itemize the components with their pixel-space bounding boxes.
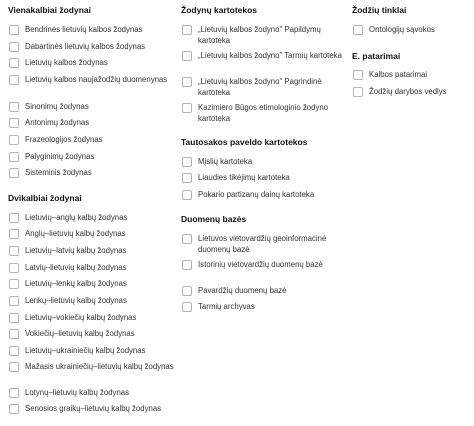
checkbox[interactable] <box>182 25 192 35</box>
checkbox-label: „Lietuvių kalbos žodyno" Papildymų kartoteka <box>198 25 321 45</box>
checkbox[interactable] <box>9 404 19 414</box>
checkbox[interactable] <box>182 157 192 167</box>
checkbox-label: Pokario partizanų dainų kartoteka <box>198 190 315 199</box>
checkbox-label: Vokiečių–lietuvių kalbų žodynas <box>25 329 135 338</box>
checkbox[interactable] <box>182 302 192 312</box>
checkbox-label: Lietuvių–anglų kalbų žodynas <box>25 213 128 222</box>
checkbox-label: Pavardžių duomenų bazė <box>198 286 287 295</box>
checkbox-label: Lietuvių–lenkų kalbų žodynas <box>25 279 127 288</box>
checkbox[interactable] <box>9 118 19 128</box>
group-title-duomenu: Duomenų bazės <box>181 214 247 224</box>
group-title-tinklai: Žodžių tinklai <box>352 5 407 15</box>
checkbox-label: Bendrinės lietuvių kalbos žodynas <box>25 25 143 34</box>
checkbox-label: Lietuvių kalbos naujažodžių duomenynas <box>25 75 168 84</box>
checkbox-label: Senosios graikų–lietuvių kalbų žodynas <box>25 404 162 413</box>
checkbox-label: „Lietuvių kalbos žodyno" Pagrindinė kartoteka <box>198 77 322 97</box>
checkbox[interactable] <box>9 58 19 68</box>
group-title-patarimai: E. patarimai <box>352 51 401 61</box>
checkbox-label: Latvių–lietuvių kalbų žodynas <box>25 263 127 272</box>
checkbox-label: Kazimiero Būgos etimologinio žodyno kartoteka <box>198 103 329 123</box>
checkbox[interactable] <box>9 329 19 339</box>
checkbox[interactable] <box>353 70 363 80</box>
checkbox[interactable] <box>9 346 19 356</box>
checkbox[interactable] <box>182 190 192 200</box>
checkbox[interactable] <box>9 25 19 35</box>
checkbox[interactable] <box>182 51 192 61</box>
group-title-vienakalbiai: Vienakalbiai žodynai <box>8 5 91 15</box>
checkbox[interactable] <box>182 286 192 296</box>
checkbox[interactable] <box>182 173 192 183</box>
checkbox[interactable] <box>9 152 19 162</box>
checkbox-label: Mažasis ukrainiečių–lietuvių kalbų žodynas <box>25 362 174 371</box>
checkbox[interactable] <box>9 229 19 239</box>
checkbox[interactable] <box>9 263 19 273</box>
checkbox-label: Lietuvių kalbos žodynas <box>25 58 108 67</box>
checkbox-label: Istorinių vietovardžių duomenų bazė <box>198 260 323 269</box>
checkbox-label: Lietuvių–vokiečių kalbų žodynas <box>25 313 137 322</box>
checkbox-label: Lietuvos vietovardžių geoinformacinė duomenų bazė <box>198 234 327 254</box>
checkbox-label: Anglų–lietuvių kalbų žodynas <box>25 229 126 238</box>
checkbox-label: Kalbos patarimai <box>369 70 428 79</box>
checkbox[interactable] <box>9 75 19 85</box>
checkbox[interactable] <box>353 25 363 35</box>
checkbox-label: Frazeologijos žodynas <box>25 135 103 144</box>
checkbox-label: Sisteminis žodynas <box>25 168 92 177</box>
checkbox[interactable] <box>9 135 19 145</box>
checkbox-label: Tarmių archyvas <box>198 302 255 311</box>
checkbox[interactable] <box>9 42 19 52</box>
checkbox-label: Mįslių kartoteka <box>198 157 253 166</box>
group-title-tautosakos: Tautosakos paveldo kartotekos <box>181 137 308 147</box>
checkbox[interactable] <box>9 168 19 178</box>
checkbox-label: Liaudies tikėjimų kartoteka <box>198 173 290 182</box>
checkbox[interactable] <box>182 103 192 113</box>
checkbox-label: Lietuvių–latvių kalbų žodynas <box>25 246 127 255</box>
group-title-dvikalbiai: Dvikalbiai žodynai <box>8 193 82 203</box>
checkbox[interactable] <box>353 87 363 97</box>
checkbox[interactable] <box>9 313 19 323</box>
checkbox-label: Dabartinės lietuvių kalbos žodynas <box>25 42 146 51</box>
checkbox-label: „Lietuvių kalbos žodyno" Tarmių kartoteka <box>198 51 342 60</box>
checkbox[interactable] <box>9 279 19 289</box>
checkbox-label: Lotynų–lietuvių kalbų žodynas <box>25 388 130 397</box>
checkbox[interactable] <box>9 296 19 306</box>
checkbox[interactable] <box>182 234 192 244</box>
checkbox-label: Lietuvių–ukrainiečių kalbų žodynas <box>25 346 146 355</box>
checkbox[interactable] <box>182 77 192 87</box>
checkbox[interactable] <box>9 388 19 398</box>
checkbox[interactable] <box>182 260 192 270</box>
checkbox-label: Ontologijų sąvokos <box>369 25 435 34</box>
checkbox-label: Lenkų–lietuvių kalbų žodynas <box>25 296 127 305</box>
checkbox[interactable] <box>9 246 19 256</box>
checkbox-label: Antonimų žodynas <box>25 118 90 127</box>
checkbox-label: Žodžių darybos vedlys <box>369 87 447 96</box>
checkbox[interactable] <box>9 213 19 223</box>
checkbox-label: Sinonimų žodynas <box>25 102 89 111</box>
group-title-kartotekos: Žodynų kartotekos <box>181 5 258 15</box>
checkbox[interactable] <box>9 362 19 372</box>
checkbox-label: Palyginimų žodynas <box>25 152 95 161</box>
checkbox[interactable] <box>9 102 19 112</box>
